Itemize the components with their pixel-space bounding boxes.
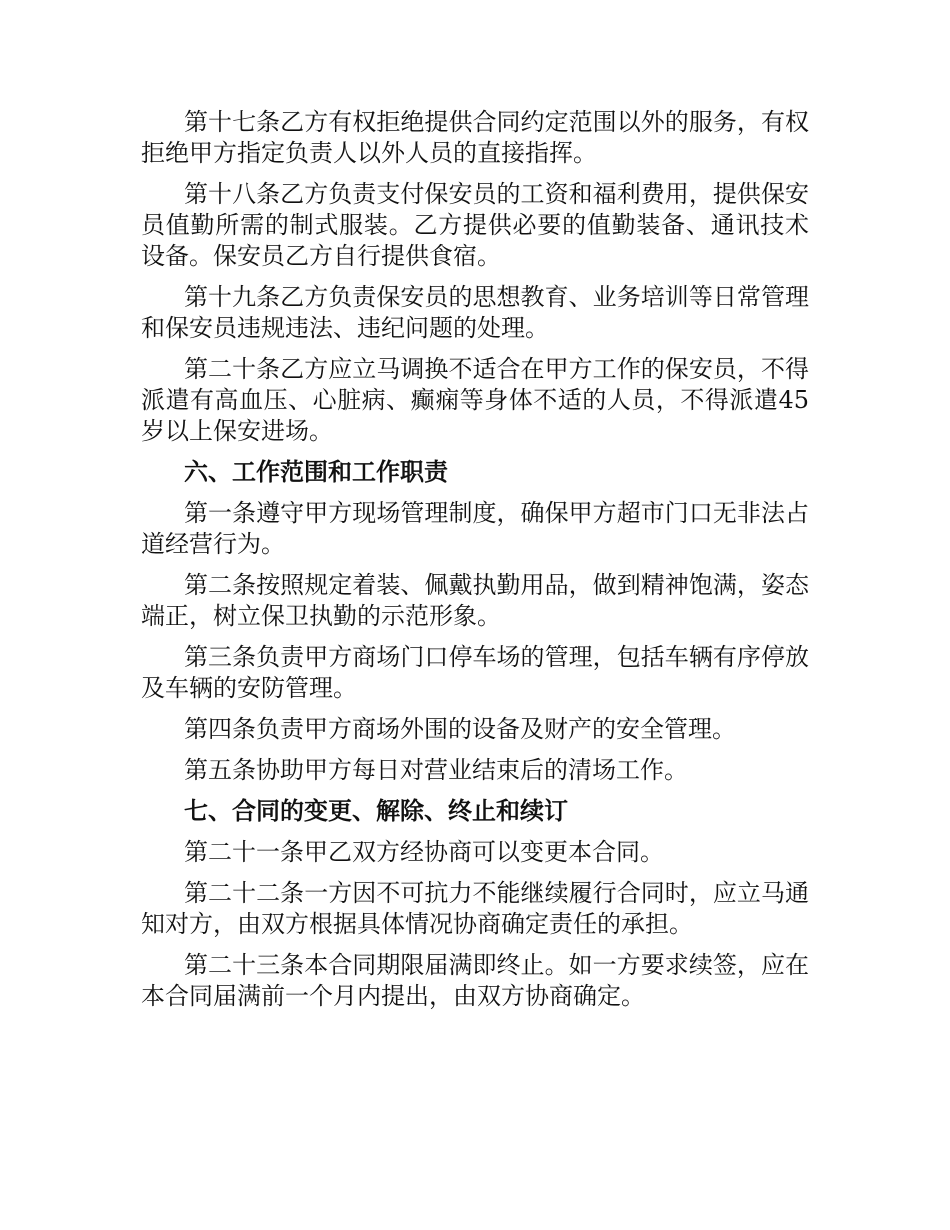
clause-22: 第二十二条一方因不可抗力不能继续履行合同时，应立马通知对方，由双方根据具体情况协商确定责任的承担。	[141, 879, 809, 938]
duty-clause-2: 第二条按照规定着装、佩戴执勤用品，做到精神饱满，姿态端正，树立保卫执勤的示范形象。	[141, 571, 809, 630]
clause-20: 第二十条乙方应立马调换不适合在甲方工作的保安员，不得派遣有高血压、心脏病、癫痫等身体不适的人员，不得派遣45岁以上保安进场。	[141, 355, 809, 445]
document-page	[141, 107, 809, 1022]
duty-clause-5: 第五条协助甲方每日对营业结束后的清场工作。	[184, 756, 688, 784]
section-heading-7: 七、合同的变更、解除、终止和续订	[184, 797, 568, 825]
duty-clause-4: 第四条负责甲方商场外围的设备及财产的安全管理。	[184, 715, 736, 743]
clause-17: 第十七条乙方有权拒绝提供合同约定范围以外的服务，有权拒绝甲方指定负责人以外人员的直接指挥。	[141, 108, 809, 167]
clause-18: 第十八条乙方负责支付保安员的工资和福利费用，提供保安员值勤所需的制式服装。乙方提供必要的值勤装备、通讯技术设备。保安员乙方自行提供食宿。	[141, 180, 809, 270]
section-heading-6: 六、工作范围和工作职责	[184, 458, 448, 486]
duty-clause-3: 第三条负责甲方商场门口停车场的管理，包括车辆有序停放及车辆的安防管理。	[141, 643, 809, 702]
duty-clause-1: 第一条遵守甲方现场管理制度，确保甲方超市门口无非法占道经营行为。	[141, 499, 809, 558]
clause-19: 第十九条乙方负责保安员的思想教育、业务培训等日常管理和保安员违规违法、违纪问题的处理。	[141, 283, 809, 342]
clause-21: 第二十一条甲乙双方经协商可以变更本合同。	[184, 838, 664, 866]
clause-23: 第二十三条本合同期限届满即终止。如一方要求续签，应在本合同届满前一个月内提出，由双方协商确定。	[141, 951, 809, 1010]
